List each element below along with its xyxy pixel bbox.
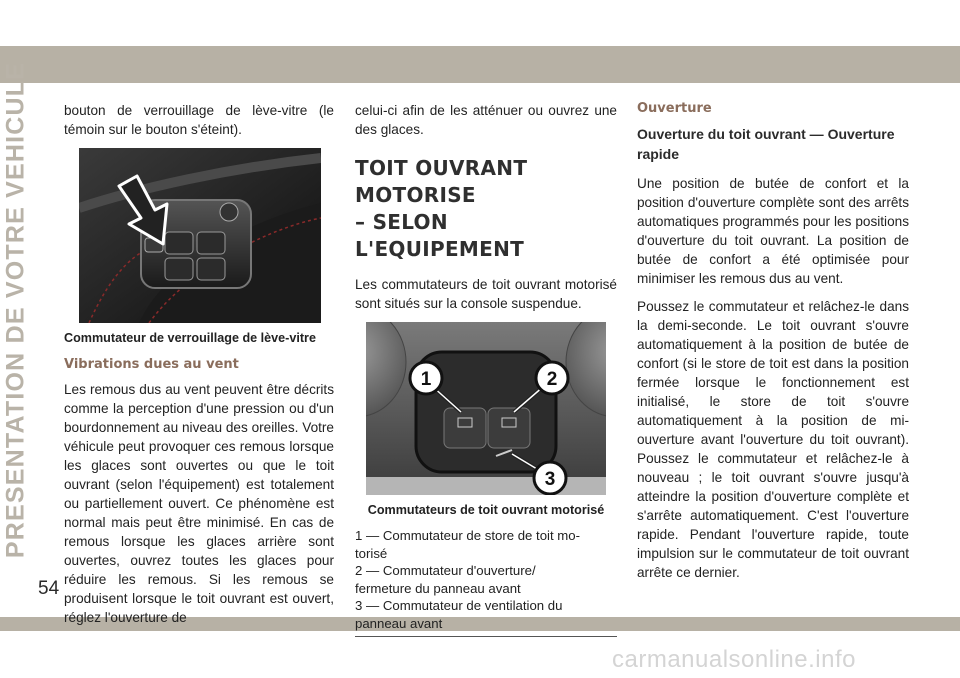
- page-top-margin: [0, 0, 960, 46]
- figure-legend: [355, 527, 617, 637]
- figure-label-3: 3: [544, 469, 556, 490]
- main-heading-line-2: – SELON L'EQUIPEMENT: [355, 210, 525, 261]
- column-1: [64, 101, 334, 636]
- sunroof-switches-figure: [366, 322, 606, 495]
- main-heading-power-sunroof: [355, 155, 617, 263]
- sub-heading-express-open: Ouverture du toit ouvrant — Ouverture rapide: [637, 126, 895, 162]
- figure-label-1: 1: [420, 369, 432, 390]
- column-2: [355, 101, 617, 637]
- page-number: 54: [38, 578, 60, 599]
- wind-buffeting-text: Les remous dus au vent peuvent être décrits comme la perception d'une pression ou d'un bourdonnement au niveau des oreilles. Votre véhicule peut provoquer ces remous lorsque les glaces sont ouvertes ou que le toit ouvrant (selon l'équipement) est totalement ou partiellement ouvert. Ce phénomène est normal mais peut être minimisé. En cas de remous lorsque les glaces arrière sont ouvertes, ouvrez toutes les glaces pour réduire les remous. Si les remous se produisent lorsque le toit ouvrant est ouvert, réglez l'ouverture de: [64, 382, 334, 625]
- chapter-side-title: PRESENTATION DE VOTRE VEHICULE: [1, 61, 30, 559]
- legend-line: 3 — Commutateur de ventilation du: [355, 598, 563, 613]
- legend-line: 1 — Commutateur de store de toit mo-: [355, 528, 581, 543]
- intro-text: bouton de verrouillage de lève-vitre (le témoin sur le bouton s'éteint).: [64, 103, 334, 137]
- column-3: [637, 101, 909, 591]
- legend-line: torisé: [355, 545, 388, 561]
- sunroof-intro-text: Les commutateurs de toit ouvrant motorisé sont situés sur la console suspendue.: [355, 277, 617, 311]
- section-heading-wind-buffeting: Vibrations dues au vent: [64, 357, 239, 372]
- legend-line: panneau avant: [355, 615, 443, 631]
- comfort-stop-text: Une position de butée de confort et la position d'ouverture complète sont des arrêts automatiques programmés pour les positions d'ouverture du toit ouvrant. La position de butée de confort a été optimisée pour minimiser les remous dus au vent.: [637, 176, 909, 286]
- legend-line: 2 — Commutateur d'ouverture/: [355, 563, 536, 578]
- header-bar: [0, 46, 960, 83]
- figure-caption-window-lock: Commutateur de verrouillage de lève-vitre: [64, 331, 316, 345]
- continuation-text: celui-ci afin de les atténuer ou ouvrez une des glaces.: [355, 103, 617, 137]
- express-open-text: Poussez le commutateur et relâchez-le dans la demi-seconde. Le toit ouvrant s'ouvre automatiquement à la position de butée de confort (si le store de toit est dans la position fermée lorsque le fonctionnement est initialisé, le store de toit s'ouvre automatiquement à la position de mi-ouverture avant l'ouverture du toit ouvrant). Poussez le commutateur et relâchez-le à nouveau ; le toit ouvrant s'ouvre jusqu'à atteindre la position d'ouverture complète et s'arrête automatiquement. C'est l'ouverture rapide. Pendant l'ouverture rapide, toute impulsion sur le commutateur de toit ouvrant arrête ce dernier.: [637, 299, 909, 580]
- window-lock-switch-figure: [79, 148, 321, 323]
- legend-line: fermeture du panneau avant: [355, 580, 521, 596]
- figure-label-2: 2: [546, 369, 558, 390]
- figure-caption-sunroof-switches: Commutateurs de toit ouvrant motorisé: [367, 503, 605, 517]
- main-heading-line-1: TOIT OUVRANT MOTORISE: [355, 156, 528, 207]
- watermark: carmanualsonline.info: [612, 646, 856, 673]
- section-heading-opening: Ouverture: [637, 101, 712, 116]
